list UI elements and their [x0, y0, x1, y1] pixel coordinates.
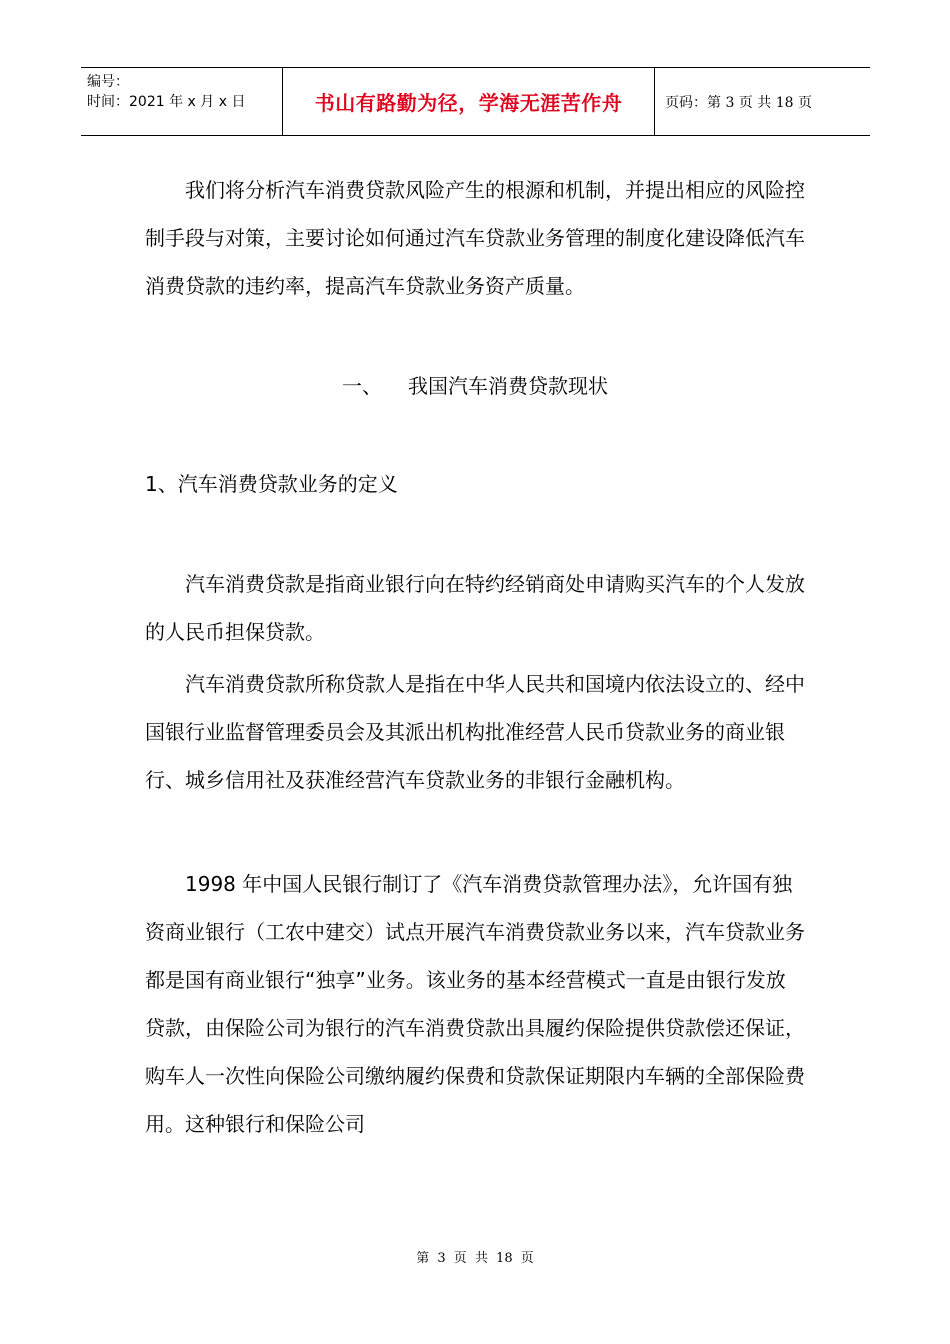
- document-number-label: 编号：: [87, 74, 129, 90]
- header-motto: 书山有路勤为径，学海无涯苦作舟: [314, 91, 623, 115]
- header-page-info: 页码：第 3 页 共 18 页: [665, 94, 812, 111]
- body-paragraph: 1998 年中国人民银行制订了《汽车消费贷款管理办法》，允许国有独资商业银行（工农中建交）试点开展汽车消费贷款业务以来，汽车贷款业务都是国有商业银行“独享”业务。该业务的基本经营模式一直是由银行发放贷款，由保险公司为银行的汽车消费贷款出具履约保险提供贷款偿还保证，购车人一次性向保险公司缴纳履约保费和贷款保证期限内车辆的全部保险费用。这种银行和保险公司: [145, 872, 805, 1136]
- subsection-heading: 1、汽车消费贷款业务的定义: [145, 472, 398, 496]
- section-number: 一、: [342, 374, 382, 398]
- intro-paragraph: 我们将分析汽车消费贷款风险产生的根源和机制，并提出相应的风险控制手段与对策，主要讨论如何通过汽车贷款业务管理的制度化建设降低汽车消费贷款的违约率，提高汽车贷款业务资产质量。: [145, 178, 805, 298]
- header-motto-cell: [282, 68, 655, 135]
- page-footer: 第 3 页 共 18 页: [416, 1251, 534, 1266]
- document-date: 时间：2021 年 x 月 x 日: [87, 94, 246, 110]
- section-title: 我国汽车消费贷款现状: [408, 374, 608, 398]
- header-meta: [81, 68, 282, 135]
- body-paragraph: 汽车消费贷款是指商业银行向在特约经销商处申请购买汽车的个人发放的人民币担保贷款。: [145, 572, 805, 644]
- document-header: [81, 67, 870, 136]
- section-heading: [0, 370, 950, 399]
- body-paragraph: 汽车消费贷款所称贷款人是指在中华人民共和国境内依法设立的、经中国银行业监督管理委员会及其派出机构批准经营人民币贷款业务的商业银行、城乡信用社及获准经营汽车贷款业务的非银行金融机构。: [145, 672, 805, 792]
